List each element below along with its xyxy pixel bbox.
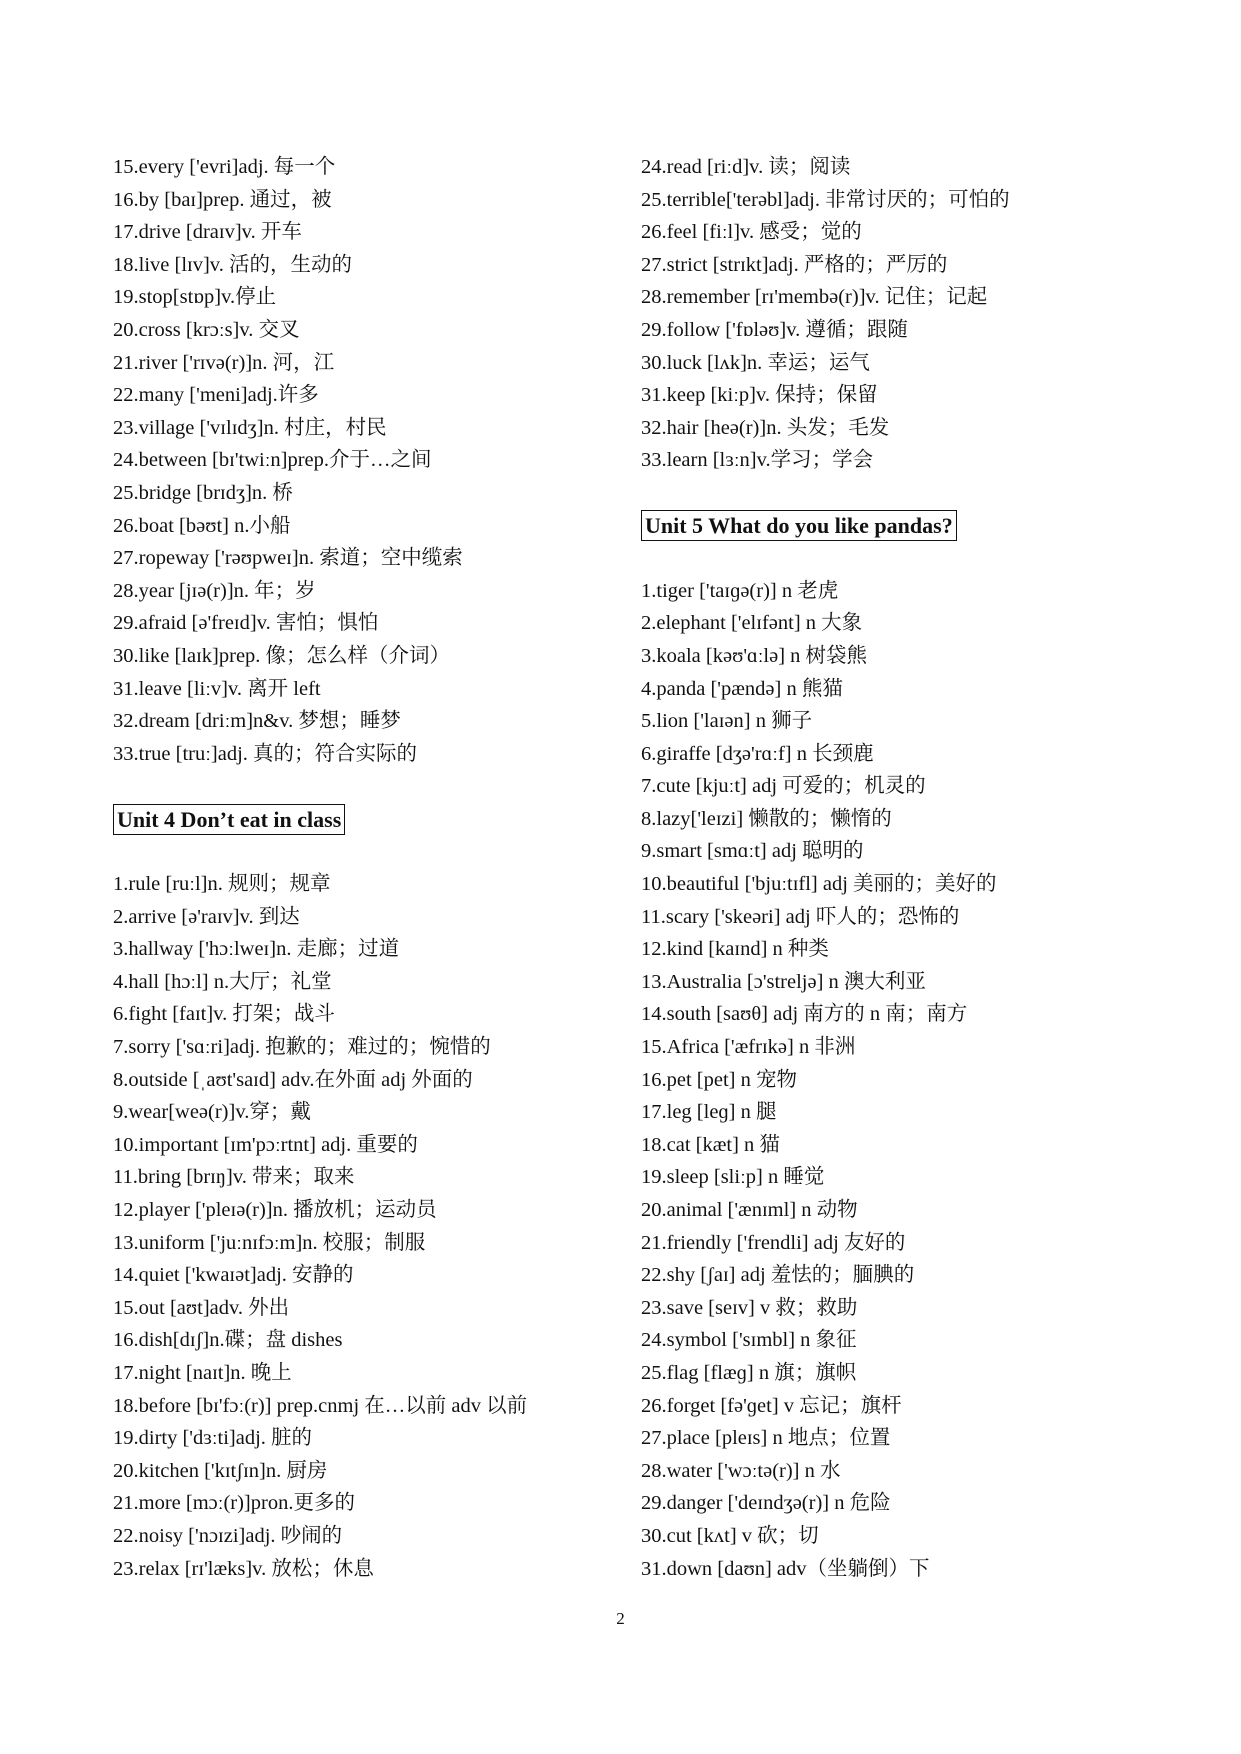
spacer — [113, 770, 613, 803]
vocab-list — [641, 575, 1201, 1585]
spacer — [641, 477, 1201, 510]
vocab-item: 16.by [baɪ]prep. 通过，被 — [113, 188, 332, 211]
vocab-item: 26.forget [fə'ɡet] v 忘记；旗杆 — [641, 1394, 902, 1417]
vocab-item: 24.symbol ['sɪmbl] n 象征 — [641, 1329, 857, 1352]
vocab-list — [641, 151, 1201, 477]
vocab-item: 17.drive [draɪv]v. 开车 — [113, 221, 302, 244]
vocab-item: 32.dream [driːm]n&v. 梦想；睡梦 — [113, 710, 401, 733]
vocab-item: 31.down [daʊn] adv（坐躺倒）下 — [641, 1557, 930, 1580]
vocab-item: 24.between [bɪ'twiːn]prep.介于…之间 — [113, 449, 432, 472]
vocab-item: 28.year [jɪə(r)]n. 年；岁 — [113, 579, 316, 602]
vocab-item: 31.leave [liːv]v. 离开 left — [113, 677, 321, 700]
vocab-item: 20.cross [krɔːs]v. 交叉 — [113, 318, 300, 341]
vocab-item: 12.kind [kaɪnd] n 种类 — [641, 938, 829, 961]
vocab-item: 25.flag [flæɡ] n 旗；旗帜 — [641, 1361, 857, 1384]
vocab-item: 19.sleep [sliːp] n 睡觉 — [641, 1166, 825, 1189]
vocab-item: 6.giraffe [dʒə'rɑːf] n 长颈鹿 — [641, 742, 874, 765]
vocab-item: 27.ropeway ['rəʊpweɪ]n. 索道；空中缆索 — [113, 547, 463, 570]
vocab-item: 20.kitchen ['kɪtʃɪn]n. 厨房 — [113, 1459, 328, 1482]
vocab-item: 7.sorry ['sɑːri]adj. 抱歉的；难过的；惋惜的 — [113, 1036, 491, 1059]
vocab-item: 16.dish[dɪʃ]n.碟；盘 dishes — [113, 1329, 343, 1352]
vocab-item: 25.terrible['terəbl]adj. 非常讨厌的；可怕的 — [641, 188, 1010, 211]
vocab-item: 5.lion ['laɪən] n 狮子 — [641, 710, 813, 733]
left-column — [113, 151, 613, 1585]
vocab-item: 31.keep [kiːp]v. 保持；保留 — [641, 384, 878, 407]
vocab-item: 19.dirty ['dɜːti]adj. 脏的 — [113, 1427, 313, 1450]
vocab-item: 15.Africa ['æfrɪkə] n 非洲 — [641, 1036, 856, 1059]
vocab-item: 2.elephant ['elɪfənt] n 大象 — [641, 612, 863, 635]
vocab-item: 21.more [mɔː(r)]pron.更多的 — [113, 1492, 355, 1515]
vocab-item: 8.lazy['leɪzi] 懒散的；懒惰的 — [641, 807, 892, 830]
vocab-item: 15.out [aʊt]adv. 外出 — [113, 1296, 290, 1319]
vocab-item: 26.feel [fiːl]v. 感受；觉的 — [641, 221, 862, 244]
vocab-item: 9.wear[weə(r)]v.穿；戴 — [113, 1101, 311, 1124]
vocab-item: 23.save [seɪv] v 救；救助 — [641, 1296, 858, 1319]
vocab-item: 20.animal ['ænɪml] n 动物 — [641, 1199, 858, 1221]
vocab-item: 7.cute [kjuːt] adj 可爱的；机灵的 — [641, 775, 926, 798]
right-column — [641, 151, 1201, 1585]
vocab-item: 22.many ['meni]adj.许多 — [113, 384, 319, 407]
vocab-item: 16.pet [pet] n 宠物 — [641, 1068, 797, 1091]
vocab-item: 29.danger ['deɪndʒə(r)] n 危险 — [641, 1492, 891, 1515]
vocab-item: 4.hall [hɔːl] n.大厅；礼堂 — [113, 970, 332, 993]
vocab-item: 18.cat [kæt] n 猫 — [641, 1133, 780, 1156]
vocab-item: 18.before [bɪ'fɔː(r)] prep.cnmj 在…以前 adv 以前 — [113, 1394, 528, 1417]
vocab-item: 12.player ['pleɪə(r)]n. 播放机；运动员 — [113, 1199, 437, 1221]
vocab-list — [113, 868, 613, 1585]
vocab-item: 14.quiet ['kwaɪət]adj. 安静的 — [113, 1264, 354, 1287]
vocab-item: 21.river ['rɪvə(r)]n. 河，江 — [113, 351, 335, 374]
vocab-item: 18.live [lɪv]v. 活的，生动的 — [113, 253, 352, 276]
vocab-item: 8.outside [ˌaʊt'saɪd] adv.在外面 adj 外面的 — [113, 1068, 473, 1091]
vocab-item: 29.follow ['fɒləʊ]v. 遵循；跟随 — [641, 318, 908, 341]
vocab-item: 33.learn [lɜːn]v.学习；学会 — [641, 449, 874, 472]
vocab-item: 22.noisy ['nɔɪzi]adj. 吵闹的 — [113, 1524, 343, 1547]
vocab-item: 10.beautiful ['bjuːtɪfl] adj 美丽的；美好的 — [641, 873, 997, 896]
vocab-item: 14.south [saʊθ] adj 南方的 n 南；南方 — [641, 1003, 968, 1026]
page-number: 2 — [616, 1609, 625, 1628]
vocab-item: 26.boat [bəʊt] n.小船 — [113, 514, 291, 537]
vocab-item: 23.village ['vɪlɪdʒ]n. 村庄，村民 — [113, 416, 387, 439]
vocab-item: 25.bridge [brɪdʒ]n. 桥 — [113, 481, 293, 504]
spacer — [641, 542, 1201, 575]
vocab-item: 3.hallway ['hɔːlweɪ]n. 走廊；过道 — [113, 938, 400, 961]
vocab-item: 15.every ['evri]adj. 每一个 — [113, 156, 336, 178]
vocab-item: 22.shy [ʃaɪ] adj 羞怯的；腼腆的 — [641, 1264, 915, 1287]
vocab-item: 30.cut [kʌt] v 砍；切 — [641, 1524, 819, 1547]
vocab-item: 29.afraid [ə'freɪd]v. 害怕；惧怕 — [113, 612, 379, 635]
vocab-item: 24.read [riːd]v. 读；阅读 — [641, 156, 851, 178]
vocab-item: 1.tiger ['taɪɡə(r)] n 老虎 — [641, 579, 839, 602]
vocab-item: 11.scary ['skeəri] adj 吓人的；恐怖的 — [641, 905, 960, 928]
vocab-item: 3.koala [kəʊ'ɑːlə] n 树袋熊 — [641, 644, 868, 667]
vocab-item: 13.uniform ['juːnɪfɔːm]n. 校服；制服 — [113, 1231, 426, 1254]
vocab-item: 19.stop[stɒp]v.停止 — [113, 286, 277, 309]
vocab-item: 2.arrive [ə'raɪv]v. 到达 — [113, 905, 300, 928]
vocab-item: 4.panda ['pændə] n 熊猫 — [641, 677, 843, 700]
vocab-item: 13.Australia [ɔ'streljə] n 澳大利亚 — [641, 970, 926, 993]
unit-5-heading: Unit 5 What do you like pandas? — [641, 510, 957, 541]
vocab-item: 32.hair [heə(r)]n. 头发；毛发 — [641, 416, 890, 439]
vocab-list — [113, 151, 613, 770]
vocab-item: 17.night [naɪt]n. 晚上 — [113, 1361, 292, 1384]
vocab-item: 28.water ['wɔːtə(r)] n 水 — [641, 1459, 841, 1482]
vocab-item: 10.important [ɪm'pɔːrtnt] adj. 重要的 — [113, 1133, 418, 1156]
spacer — [113, 835, 613, 868]
vocab-item: 30.luck [lʌk]n. 幸运；运气 — [641, 351, 870, 374]
vocab-item: 23.relax [rɪ'læks]v. 放松；休息 — [113, 1557, 374, 1580]
vocab-item: 9.smart [smɑːt] adj 聪明的 — [641, 840, 864, 863]
vocab-item: 28.remember [rɪ'membə(r)]v. 记住；记起 — [641, 286, 988, 309]
vocab-item: 17.leg [leɡ] n 腿 — [641, 1101, 777, 1124]
vocab-item: 6.fight [faɪt]v. 打架；战斗 — [113, 1003, 335, 1026]
unit-4-heading: Unit 4 Don’t eat in class — [113, 804, 345, 835]
vocab-item: 21.friendly ['frendli] adj 友好的 — [641, 1231, 906, 1254]
vocab-item: 33.true [truː]adj. 真的；符合实际的 — [113, 742, 418, 765]
vocab-item: 27.strict [strɪkt]adj. 严格的；严厉的 — [641, 253, 948, 276]
vocab-item: 30.like [laɪk]prep. 像；怎么样（介词） — [113, 644, 451, 667]
vocab-item: 11.bring [brɪŋ]v. 带来；取来 — [113, 1166, 355, 1189]
vocab-item: 1.rule [ruːl]n. 规则；规章 — [113, 873, 331, 896]
vocab-item: 27.place [pleɪs] n 地点；位置 — [641, 1427, 891, 1450]
